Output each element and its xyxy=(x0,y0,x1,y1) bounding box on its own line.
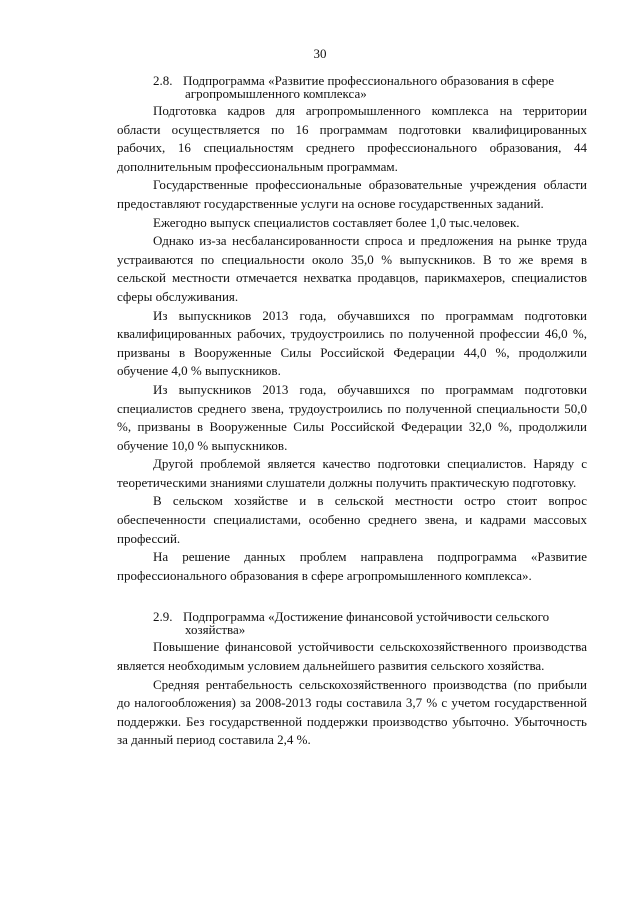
section-title xyxy=(183,74,587,100)
paragraph: Государственные профессиональные образовательные учреждения области предоставляют государственные услуги на основе государственных заданий. xyxy=(117,177,587,211)
paragraph: На решение данных проблем направлена подпрограмма «Развитие профессионального образования в сфере агропромышленного комплекса». xyxy=(117,549,587,583)
paragraph: Подготовка кадров для агропромышленного комплекса на территории области осуществляется по 16 программам подготовки квалифицированных рабочих, 16 специальностям среднего профессионального образования, 44 дополнительным профессиональным программам. xyxy=(117,103,587,174)
paragraph: Повышение финансовой устойчивости сельскохозяйственного производства является необходимым условием дальнейшего развития сельского хозяйства. xyxy=(117,639,587,674)
section-title-line: агропромышленного комплекса» xyxy=(185,86,367,101)
section-title-line: хозяйства» xyxy=(185,622,246,638)
section-number: 2.8. xyxy=(153,73,173,88)
paragraph: Средняя рентабельность сельскохозяйственного производства (по прибыли до налогообложения) за 2008-2013 годы составила 3,7 % с учетом государственной поддержки. Без государственной поддержки производство убыточно. Убыточность за данный период составила 2,4 %. xyxy=(117,676,587,748)
section-spacer xyxy=(117,585,587,610)
paragraph: Ежегодно выпуск специалистов составляет более 1,0 тыс.человек. xyxy=(153,214,520,230)
section-heading-2-9 xyxy=(117,610,587,636)
section-title xyxy=(183,610,587,636)
section-number: 2.9. xyxy=(153,609,173,625)
paragraph: Из выпускников 2013 года, обучавшихся по программам подготовки квалифицированных рабочих, трудоустроились по полученной профессии 46,0 %, призваны в Вооруженные Силы Российской Федерации 44,0 %, продолжили обучение 4,0 % выпускников. xyxy=(117,307,587,379)
section-heading-2-8 xyxy=(117,74,587,100)
paragraph: Однако из-за несбалансированности спроса и предложения на рынке труда устраиваются по специальности около 35,0 % выпускников. В то же время в сельской местности отмечается нехватка продавцов, парикмахеров, специалистов сферы обслуживания. xyxy=(117,233,587,304)
section-title-line: Подпрограмма «Достижение финансовой устойчивости сельского xyxy=(183,609,550,625)
paragraph: Другой проблемой является качество подготовки специалистов. Наряду с теоретическими знаниями слушатели должны получить практическую подготовку. xyxy=(117,456,587,490)
section-title-line: Подпрограмма «Развитие профессионального образования в сфере xyxy=(183,73,555,88)
page-content xyxy=(117,74,587,750)
page-number: 30 xyxy=(313,46,327,61)
paragraph: В сельском хозяйстве и в сельской местности остро стоит вопрос обеспеченности специалистами, особенно среднего звена, и кадрами массовых профессий. xyxy=(117,493,587,546)
paragraph: Из выпускников 2013 года, обучавшихся по программам подготовки специалистов среднего звена, трудоустроились по полученной специальности 50,0 %, призваны в Вооруженные Силы Российской Федерации 32,0 %, продолжили обучение 10,0 % выпускников. xyxy=(117,381,587,453)
